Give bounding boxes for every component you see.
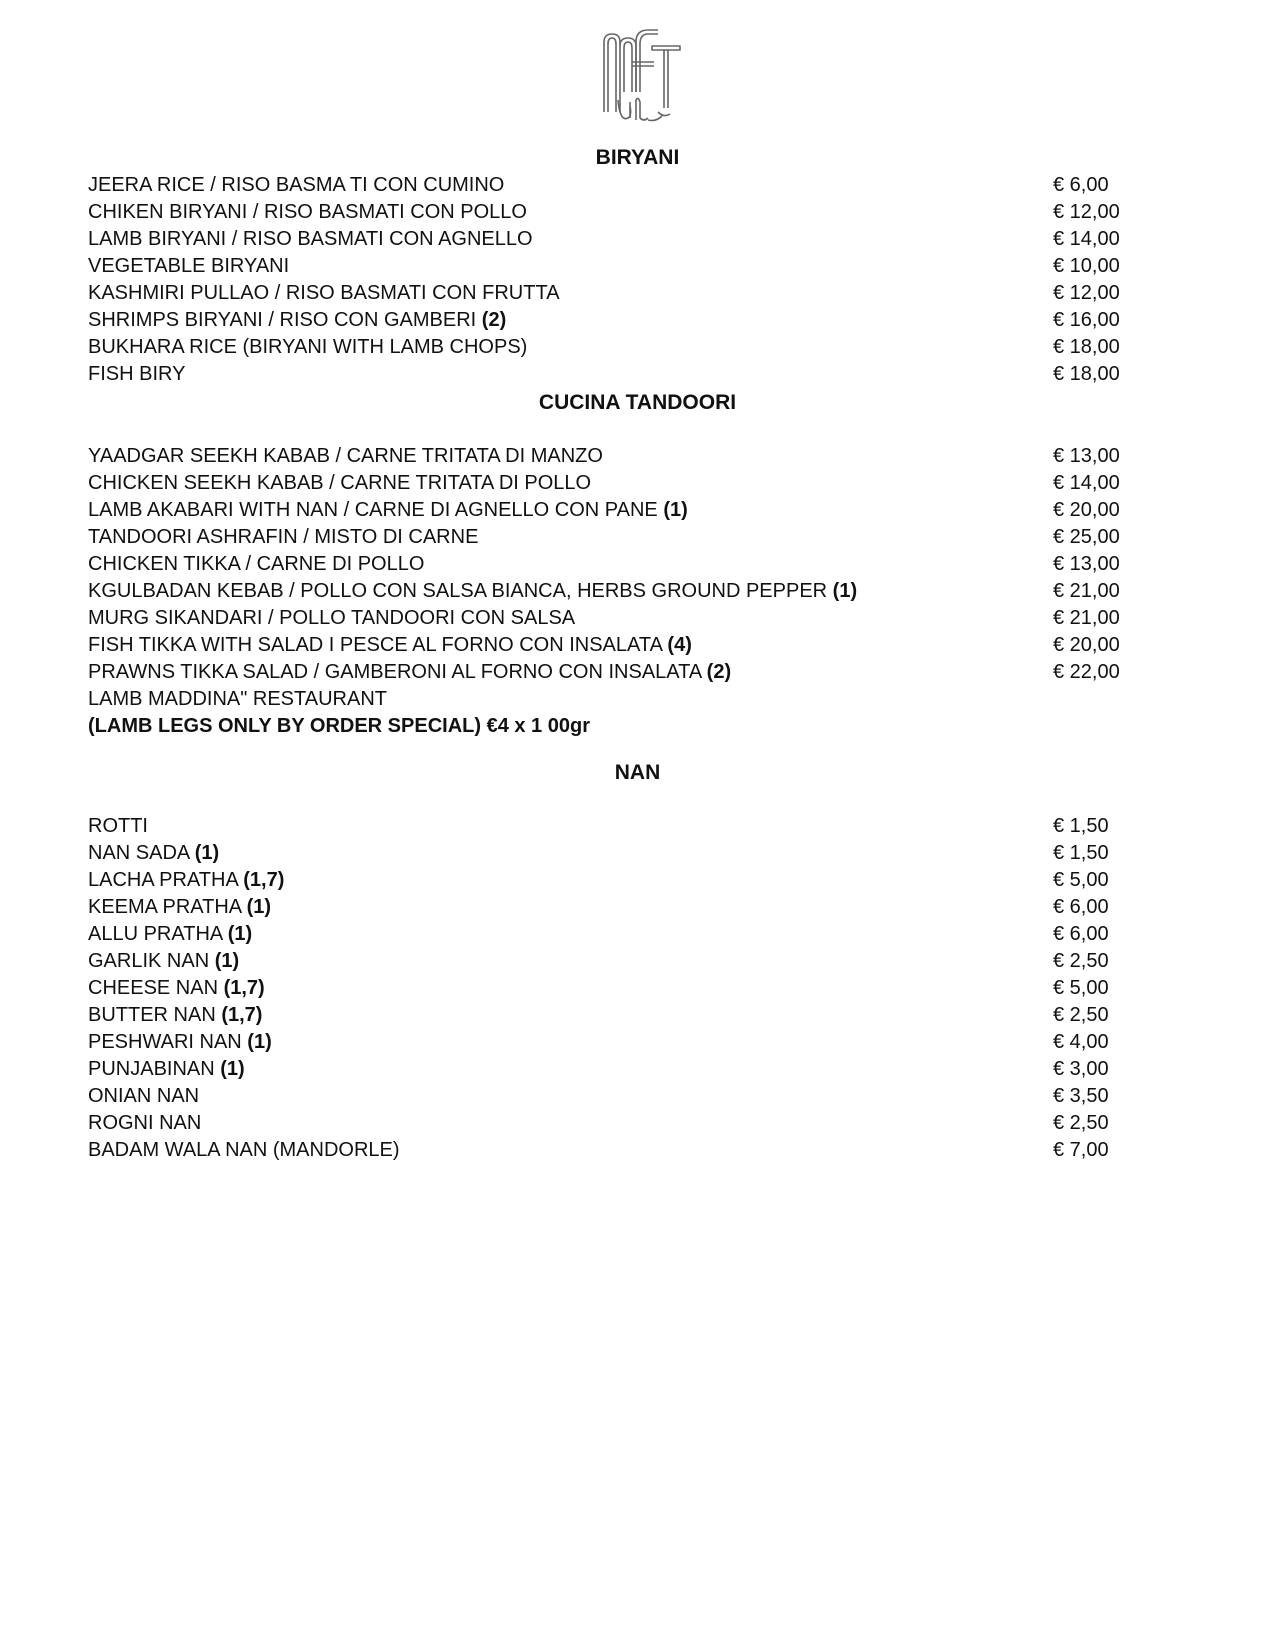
menu-item-price: € 2,50 [1053,1112,1109,1134]
menu-item [88,279,1138,307]
menu-item-allergen: (1,7) [223,977,265,999]
menu-item [88,631,1138,659]
menu-item-name: YAADGAR SEEKH KABAB / CARNE TRITATA DI MANZO [88,445,603,467]
menu-item-name: CHICKEN TIKKA / CARNE DI POLLO [88,553,425,575]
logo-mark-icon [600,22,684,126]
menu-item-name: ROTTI [88,815,148,837]
menu-item-price: € 25,00 [1053,526,1120,548]
section-title-nan: NAN [614,761,661,784]
menu-item-price: € 1,50 [1053,842,1109,864]
menu-item [88,604,1138,632]
menu-item-name: LAMB AKABARI WITH NAN / CARNE DI AGNELLO CON PANE [88,499,664,521]
menu-item-name: FISH BIRY [88,363,186,385]
menu-item-name: SHRIMPS BIRYANI / RISO CON GAMBERI [88,309,482,331]
menu-item [88,893,1138,921]
menu-item [88,523,1138,551]
menu-item-name: JEERA RICE / RISO BASMA TI CON CUMINO [88,174,505,196]
menu-note: LAMB MADDINA" RESTAURANT [88,688,387,710]
menu-item [88,812,1138,840]
menu-item [88,1028,1138,1056]
menu-item-price: € 14,00 [1053,472,1120,494]
menu-item-allergen: (2) [481,309,507,331]
menu-item [88,866,1138,894]
menu-item [88,550,1138,578]
menu-item-price: € 5,00 [1053,977,1109,999]
menu-item-name: ROGNI NAN [88,1112,202,1134]
menu-item-allergen: (1) [663,499,688,521]
menu-note-special-order: (LAMB LEGS ONLY BY ORDER SPECIAL) €4 x 1 00gr [88,715,590,737]
menu-item-price: € 2,50 [1053,1004,1109,1026]
menu-item-price: € 16,00 [1053,309,1120,331]
menu-item [88,920,1138,948]
menu-item-price: € 20,00 [1053,499,1120,521]
menu-item-price: € 2,50 [1053,950,1109,972]
menu-item [88,225,1138,253]
menu-item [88,1109,1138,1137]
menu-item-name: BADAM WALA NAN (MANDORLE) [88,1139,400,1161]
menu-item-allergen: (1) [194,842,220,864]
menu-item-name: CHIKEN BIRYANI / RISO BASMATI CON POLLO [88,201,527,223]
menu-item-price: € 6,00 [1053,896,1109,918]
menu-item-price: € 13,00 [1053,445,1120,467]
menu-item-price: € 18,00 [1053,336,1120,358]
menu-item-price: € 12,00 [1053,282,1120,304]
menu-item-allergen: (1,7) [243,869,285,891]
menu-item-price: € 7,00 [1053,1139,1109,1161]
menu-item-allergen: (1) [832,580,858,602]
menu-item-name: ONIAN NAN [88,1085,200,1107]
menu-item [88,947,1138,975]
menu-item [88,469,1138,497]
menu-item-price: € 13,00 [1053,553,1120,575]
menu-item-name: FISH TIKKA WITH SALAD I PESCE AL FORNO CON INSALATA [88,634,668,656]
menu-item-name: GARLIK NAN [88,950,215,972]
menu-item [88,1055,1138,1083]
menu-item-price: € 6,00 [1053,923,1109,945]
menu-item-name: PUNJABINAN [88,1058,221,1080]
menu-item [88,360,1138,388]
menu-item [88,1082,1138,1110]
menu-item [88,442,1138,470]
section-title-cucina-tandoori: CUCINA TANDOORI [538,391,737,414]
menu-item-allergen: (1) [246,896,272,918]
menu-item [88,496,1138,524]
menu-item-name: LACHA PRATHA [88,869,244,891]
menu-item [88,306,1138,334]
menu-item-name: VEGETABLE BIRYANI [88,255,290,277]
menu-item-allergen: (1) [220,1058,245,1080]
menu-item-allergen: (2) [706,661,732,683]
menu-item-price: € 10,00 [1053,255,1120,277]
menu-item-name: BUKHARA RICE (BIRYANI WITH LAMB CHOPS) [88,336,528,358]
menu-item-name: CHICKEN SEEKH KABAB / CARNE TRITATA DI POLLO [88,472,592,494]
menu-item-price: € 21,00 [1053,580,1120,602]
menu-item-name: MURG SIKANDARI / POLLO TANDOORI CON SALSA [88,607,576,629]
menu-item-price: € 14,00 [1053,228,1120,250]
menu-item-price: € 1,50 [1053,815,1109,837]
menu-item [88,974,1138,1002]
menu-item-allergen: (1) [227,923,253,945]
menu-item [88,1136,1138,1164]
menu-item-name: PESHWARI NAN [88,1031,248,1053]
menu-item-name: BUTTER NAN [88,1004,222,1026]
menu-item [88,658,1138,686]
menu-item-name: KASHMIRI PULLAO / RISO BASMATI CON FRUTTA [88,282,560,304]
menu-item-name: KGULBADAN KEBAB / POLLO CON SALSA BIANCA, HERBS GROUND PEPPER [88,580,833,602]
menu-item [88,577,1138,605]
menu-item-price: € 5,00 [1053,869,1109,891]
menu-item-name: PRAWNS TIKKA SALAD / GAMBERONI AL FORNO CON INSALATA [88,661,707,683]
menu-item-price: € 18,00 [1053,363,1120,385]
menu-item-name: KEEMA PRATHA [88,896,247,918]
menu-item-name: NAN SADA [88,842,195,864]
menu-item-price: € 22,00 [1053,661,1120,683]
menu-item-name: TANDOORI ASHRAFIN / MISTO DI CARNE [88,526,479,548]
menu-item-allergen: (1,7) [221,1004,263,1026]
menu-item-price: € 3,50 [1053,1085,1109,1107]
menu-item-price: € 12,00 [1053,201,1120,223]
menu-item-name: LAMB BIRYANI / RISO BASMATI CON AGNELLO [88,228,533,250]
menu-item-price: € 4,00 [1053,1031,1109,1053]
menu-item-allergen: (1) [214,950,240,972]
menu-item-price: € 21,00 [1053,607,1120,629]
menu-item [88,198,1138,226]
restaurant-logo-icon [600,22,684,126]
menu-item-price: € 6,00 [1053,174,1109,196]
menu-item-name: ALLU PRATHA [88,923,228,945]
menu-item [88,1001,1138,1029]
menu-item-price: € 3,00 [1053,1058,1109,1080]
section-title-biryani: BIRYANI [595,146,680,169]
menu-item-price: € 20,00 [1053,634,1120,656]
menu-item [88,333,1138,361]
menu-item-name: CHEESE NAN [88,977,224,999]
menu-item-allergen: (4) [667,634,692,656]
menu-item-allergen: (1) [247,1031,272,1053]
menu-item [88,839,1138,867]
menu-item [88,171,1138,199]
menu-item [88,252,1138,280]
